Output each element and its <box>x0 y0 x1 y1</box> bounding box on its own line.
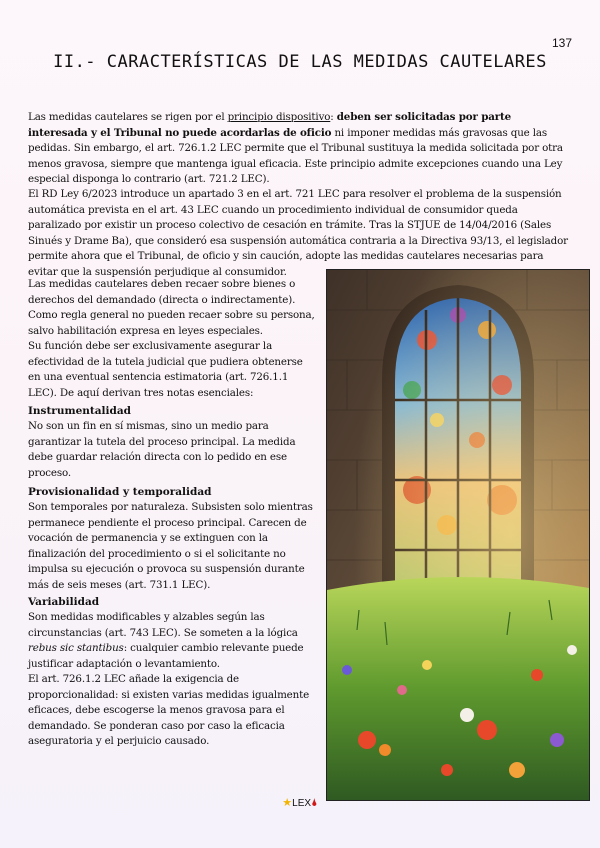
paragraph-proporcionalidad: El art. 726.1.2 LEC añade la exigencia de proporcionalidad: si existen varias medidas igualmente eficaces, debe escogerse la menos gravosa para el demandado. Se ponderan caso por caso la eficacia aseguratoria y el perjuicio causado. <box>28 673 310 747</box>
text-run: : <box>330 111 337 123</box>
section-title: II.- CARACTERÍSTICAS DE LAS MEDIDAS CAUTELARES <box>53 52 547 72</box>
paragraph-funcion: Su función debe ser exclusivamente asegurar la efectividad de la tutela judicial que pudiera obtenerse en una eventual sentencia estimatoria (art. 726.1.1 LEC). De aquí derivan tres notas esenciales: <box>28 340 303 399</box>
latin-term: rebus sic stantibus <box>28 642 124 654</box>
underlined-term: principio dispositivo <box>227 111 331 123</box>
footer-logo <box>0 796 600 810</box>
paragraph-provisionalidad: Son temporales por naturaleza. Subsisten solo mientras permanece pendiente el proceso principal. Carecen de vocación de permanencia y se extinguen con la finalización del procedimiento o si el solicitante no impulsa su ejecución o provoca su suspensión durante más de seis meses (art. 731.1 LEC). <box>28 501 313 591</box>
text-run: Las medidas cautelares se rigen por el <box>28 111 228 123</box>
text-run: Son medidas modificables y alzables según las circunstancias (art. 743 LEC). Se someten a la lógica <box>28 611 298 639</box>
text-run: : cualquier cambio relevante puede justificar adaptación o levantamiento. <box>28 642 304 670</box>
paragraph-instrumentalidad: No son un fin en sí mismas, sino un medio para garantizar la tutela del proceso principal. La medida debe guardar relación directa con lo pedido en ese proceso. <box>28 420 296 479</box>
heading-instrumentalidad: Instrumentalidad <box>28 405 132 417</box>
paragraph-variabilidad <box>28 610 318 672</box>
text-run: ni imponer medidas más gravosas que las pedidas. Sin embargo, el art. 726.1.2 LEC permite que el Tribunal sustituya la medida solicitada por otra menos gravosa, siempre que mantenga igual eficacia. Este principio admite excepciones cuando una Ley especial disponga lo contrario (art. 721.2 LEC). <box>28 126 563 185</box>
paragraph-objeto: Las medidas cautelares deben recaer sobre bienes o derechos del demandado (directa o indirectamente). Como regla general no pueden recaer sobre su persona, salvo habilitación expresa en leyes especiales. <box>28 278 315 337</box>
footer-text: LEX <box>292 798 312 809</box>
page-number: 137 <box>551 36 572 50</box>
illustration-stained-glass-garden <box>326 269 590 801</box>
bold-rule: deben ser solicitadas por parte interesada y el Tribunal no puede acordarlas de oficio <box>28 111 512 139</box>
blood-drop-icon: 🌢 <box>311 797 318 809</box>
heading-provisionalidad: Provisionalidad y temporalidad <box>28 486 212 498</box>
star-icon: ★ <box>282 797 293 809</box>
heading-variabilidad: Variabilidad <box>28 596 100 608</box>
paragraph-rd-ley: El RD Ley 6/2023 introduce un apartado 3 en el art. 721 LEC para resolver el problema de la suspensión automática prevista en el art. 43 LEC cuando un procedimiento individual de consumidor queda paralizado por existir un proceso colectivo de cesación en trámite. Tras la STJUE de 14/04/2016 (Sales Sinués y Drame Ba), que consideró esa suspensión automática contraria a la Directiva 93/13, el legislador permite ahora que el Tribunal, de oficio y sin caución, adopte las medidas cautelares necesarias para evitar que la suspensión perjudique al consumidor. <box>28 188 568 278</box>
paragraph-principio-dispositivo <box>28 110 574 188</box>
